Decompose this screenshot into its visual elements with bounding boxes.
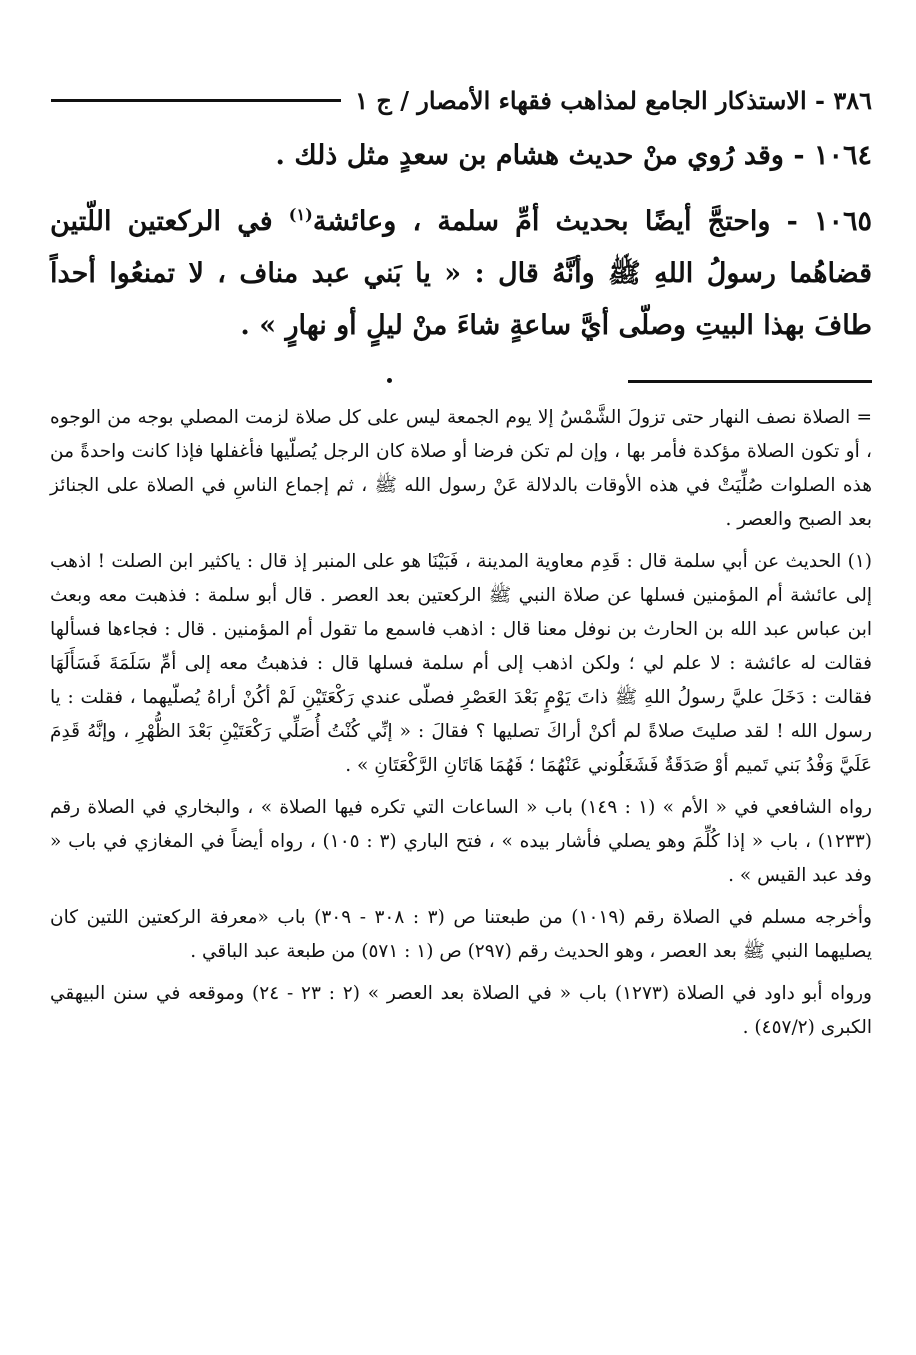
footnote-1-shafii: رواه الشافعي في « الأم » (١ : ١٤٩) باب « الساعات التي تكره فيها الصلاة » ، والبخاري في الصلاة رقم (١٢٣٣) ، باب « إذا كُلِّمَ وهو يصلي فأشار بيده » ، فتح الباري (٣ : ١٠٥) ، رواه أيضاً في المغازي في باب « وفد عبد القيس » . [50,797,872,886]
footnote-1-muslim: وأخرجه مسلم في الصلاة رقم (١٠١٩) من طبعتنا ص (٣ : ٣٠٨ - ٣٠٩) باب «معرفة الركعتين اللتين كان يصليهما النبي ﷺ بعد العصر ، وهو الحديث رقم (٢٩٧) ص (١ : ٥٧١) من طبعة عبد الباقي . [50,907,872,962]
footnote-1-abudawud: ورواه أبو داود في الصلاة (١٢٧٣) باب « في الصلاة بعد العصر » (٢ : ٢٣ - ٢٤) وموقعه في سنن البيهقي الكبرى (٤٥٧/٢) . [50,983,872,1038]
footnote-ref-1: (١) [288,205,313,224]
main-text [50,130,872,352]
paragraph-1065-start: ١٠٦٥ - واحتجَّ أيضًا بحديث أمِّ سلمة ، وعائشة [312,206,872,237]
book-page [50,80,872,1053]
paragraph-1064: ١٠٦٤ - وقد رُوي منْ حديث هشام بن سعدٍ مثل ذلك . [275,140,872,171]
footnote-1-hadith: (١) الحديث عن أبي سلمة قال : قَدِم معاوية المدينة ، فَبَيْنَا هو على المنبر إذ قال : ياكثير ابن الصلت ! اذهب إلى عائشة أم المؤمنين فسلها عن صلاة النبي ﷺ الركعتين بعد العصر . قال أبو سلمة : فذهبت معه وبعث ابن عباس عبد الله بن الحارث بن نوفل معنا قال : اذهب فاسمع ما تقول أم المؤمنين . قال : فجاءها فسألها فقالت له عائشة : لا علم لي ؛ ولكن اذهب إلى أم سلمة فسلها قال : فذهبتُ معه إلى أمِّ سَلَمَةَ فَسَأَلَهَا فقالت : دَخَلَ عليَّ رسولُ اللهِ ﷺ ذاتَ يَوْمٍ بَعْدَ العَصْرِ فصلّى عندي رَكْعَتَيْنِ لَمْ أكُنْ أراهُ يُصلّيهما ، فقلت : يا رسول الله ! لقد صليتَ صلاةً لم أكنْ أراكَ تصليها ؟ فقالَ : « إنِّي كُنْتُ أُصَلِّي رَكْعَتَيْنِ بَعْدَ الظُّهْرِ ، وإنَّهُ قَدِمَ عَلَيَّ وَفْدُ بَني تَميم أوْ صَدَقَةٌ فَشَغَلُوني عَنْهُمَا ؛ فَهُمَا هَاتَانِ الرَّكْعَتَانِ » . [50,551,872,776]
footnotes [50,401,872,1045]
paragraph-1065-rest: في الركعتين اللّتين قضاهُما رسولُ اللهِ ﷺ وأنَّهُ قال : « يا بَني عبد مناف ، لا تمنعُوا أحداً طافَ بهذا البيتِ وصلّى أيَّ ساعةٍ شاءَ منْ ليلٍ أو نهارٍ » . [50,206,872,341]
header-rule [51,99,341,102]
footnote-continuation: = الصلاة نصف النهار حتى تزولَ الشَّمْسُ إلا يوم الجمعة ليس على كل صلاة لزمت المصلي بوجه من الوجوه ، أو تكون الصلاة مؤكدة فأمر بها ، وإن لم تكن فرضا أو صلاة كان الرجل يُصلّيها فأغفلها فإذا كانت واحدةً من هذه الصلوات صُلِّيَتْ في هذه الأوقات بالدلالة عَنْ رسول الله ﷺ ، ثم إجماع الناسِ في الصلاة على الجنائز بعد الصبح والعصر . [50,407,872,530]
paragraph-1065 [50,196,872,352]
footnote-separator [628,380,872,383]
page-header [50,80,872,120]
stray-dot-mark [387,378,392,383]
page-header-title: ٣٨٦ - الاستذكار الجامع لمذاهب فقهاء الأمصار / ج ١ [355,85,872,115]
